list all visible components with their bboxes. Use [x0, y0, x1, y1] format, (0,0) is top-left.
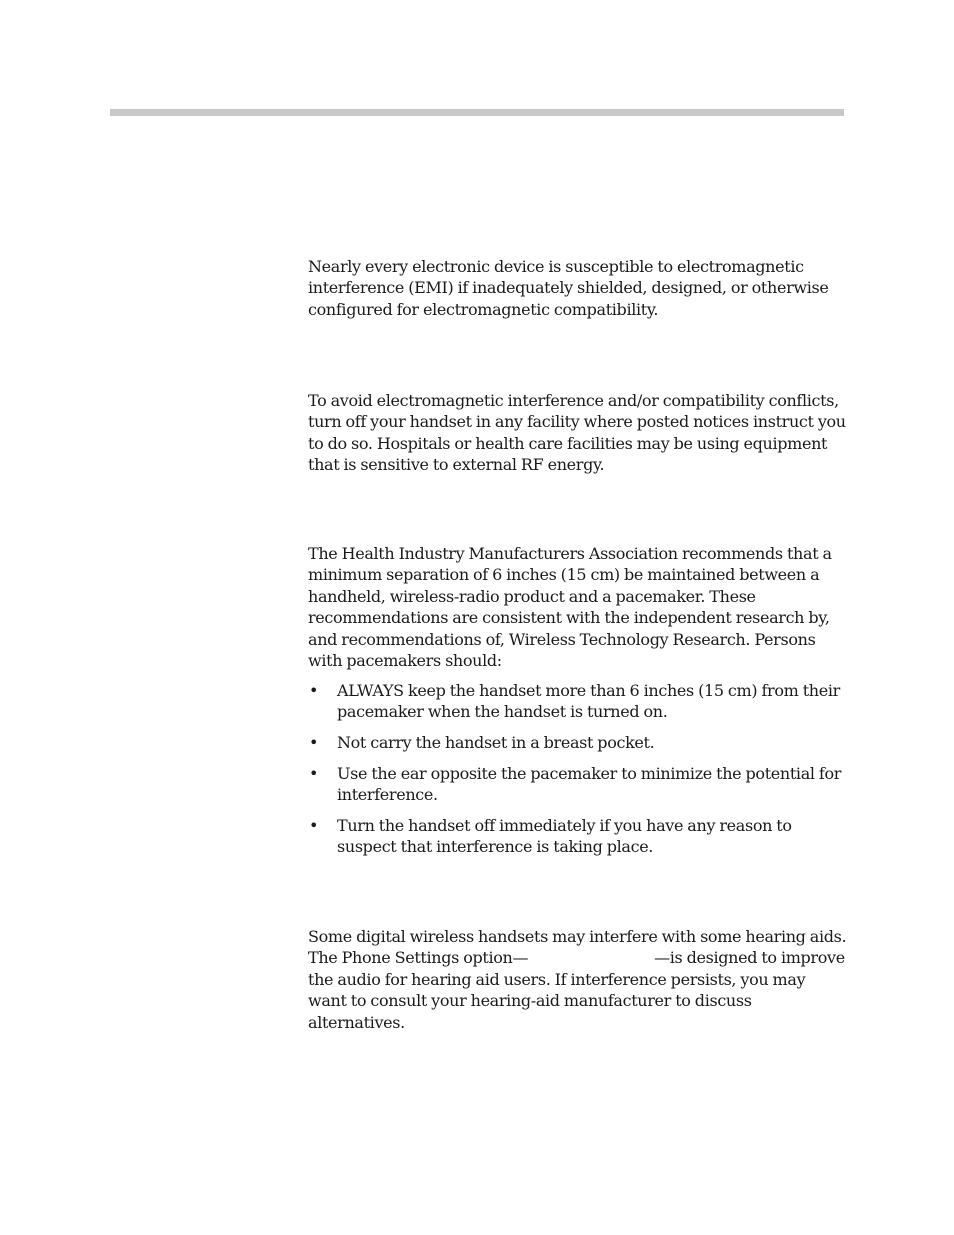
bullet-icon: • — [309, 681, 319, 700]
bullet-icon: • — [309, 816, 319, 835]
header-rule — [110, 109, 844, 116]
hearing-aids-rest: the audio for hearing aid users. If interference persists, you may want to consult your hearing-aid manufacturer to discuss alternatives. — [308, 969, 806, 1032]
hearing-aids-line-2-start: The Phone Settings option— — [308, 948, 529, 968]
bullet-icon: • — [309, 733, 319, 752]
bullet-icon: • — [309, 764, 319, 783]
list-item — [308, 815, 848, 858]
list-item-text: ALWAYS keep the handset more than 6 inches (15 cm) from their pacemaker when the handset is turned on. — [337, 681, 840, 722]
hearing-aids-line-1: Some digital wireless handsets may interfere with some hearing aids. — [308, 927, 847, 946]
list-item — [308, 732, 848, 753]
paragraph-emi: Nearly every electronic device is susceptible to electromagnetic interference (EMI) if inadequately shielded, designed, or otherwise configured for electromagnetic compatibility. — [308, 257, 829, 319]
list-item — [308, 763, 848, 806]
list-item-text: Turn the handset off immediately if you have any reason to suspect that interference is taking place. — [337, 816, 792, 857]
list-item-text: Not carry the handset in a breast pocket. — [337, 733, 655, 752]
paragraph-pacemakers: The Health Industry Manufacturers Association recommends that a minimum separation of 6 inches (15 cm) be maintained between a handheld, wireless-radio product and a pacemaker. These recommendations are consistent with the independent research by, and recommendations of, Wireless Technology Research. Persons with pacemakers should: — [308, 544, 832, 671]
hearing-aids-line-2-end: —is designed to improve — [654, 948, 845, 968]
paragraph-facilities: To avoid electromagnetic interference and/or compatibility conflicts, turn off your handset in any facility where posted notices instruct you to do so. Hospitals or health care facilities may be using equipment that is sensitive to external RF energy. — [308, 391, 846, 475]
list-item-text: Use the ear opposite the pacemaker to minimize the potential for interference. — [337, 764, 842, 805]
paragraph-hearing-aids — [308, 926, 848, 1033]
list-item — [308, 680, 848, 723]
